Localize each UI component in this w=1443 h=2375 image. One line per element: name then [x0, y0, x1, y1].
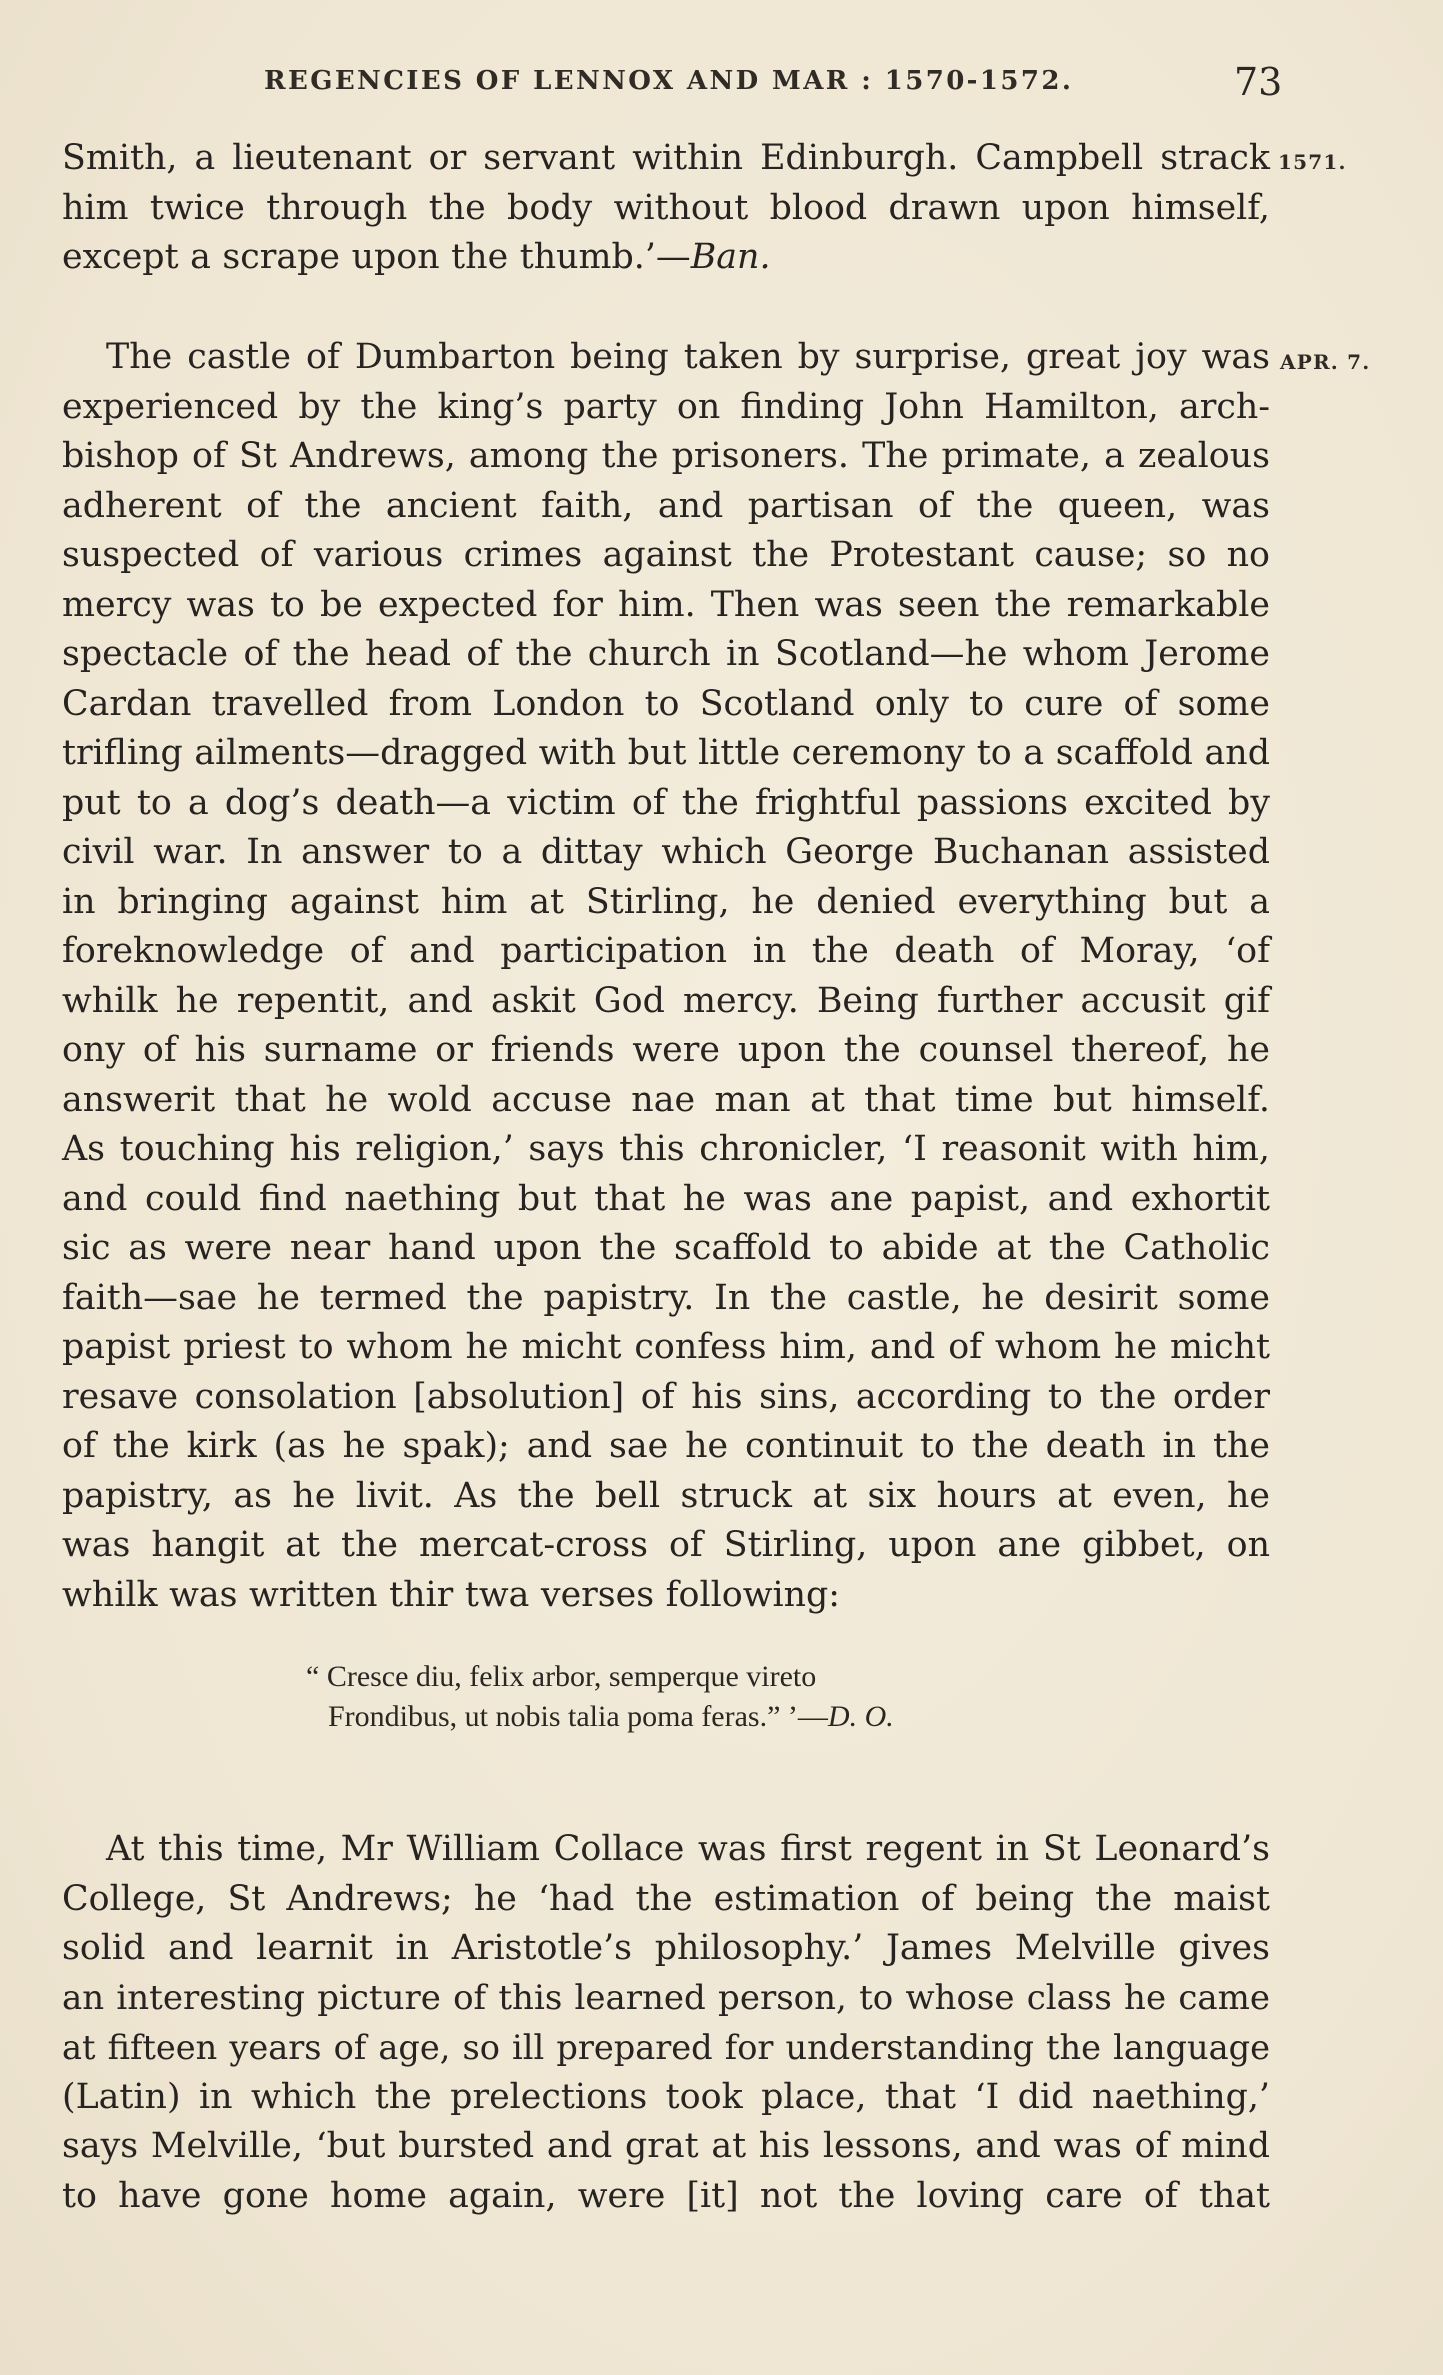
margin-note-year: 1571.	[1278, 150, 1347, 174]
source-citation: Ban.	[690, 237, 771, 277]
text-line: foreknowledge of and participation in the death of Moray, ‘of	[62, 931, 1270, 971]
text-line: him twice through the body without blood drawn upon himself,	[62, 187, 1270, 228]
running-header	[264, 60, 1283, 104]
text-line: papist priest to whom he micht confess him, and of whom he micht	[62, 1327, 1270, 1367]
text-line: and could find naething but that he was ane papist, and exhortit	[62, 1178, 1270, 1219]
text-line: spectacle of the head of the church in Scotland—he whom Jerome	[62, 634, 1270, 674]
text-line: papistry, as he livit. As the bell struck at six hours at even, he	[62, 1475, 1270, 1516]
text-line: College, St Andrews; he ‘had the estimation of being the maist	[62, 1878, 1270, 1919]
text-line: faith—sae he termed the papistry. In the castle, he desirit some	[62, 1277, 1270, 1318]
text-line: at fifteen years of age, so ill prepared for understanding the language	[62, 2028, 1270, 2067]
text-line: ony of his surname or friends were upon the counsel thereof, he	[62, 1030, 1270, 1070]
text-line: in bringing against him at Stirling, he denied everything but a	[62, 881, 1270, 922]
text-line: At this time, Mr William Collace was first regent in St Leonard’s	[106, 1829, 1270, 1869]
text-line: trifling ailments—dragged with but little ceremony to a scaffold and	[62, 733, 1270, 773]
text-line: whilk was written thir twa verses following:	[62, 1574, 841, 1615]
text-line: mercy was to be expected for him. Then was seen the remarkable	[62, 584, 1270, 625]
paragraph-dumbarton	[62, 333, 1270, 1620]
text-line: to have gone home again, were [it] not the loving care of that	[62, 2175, 1270, 2216]
text-line: solid and learnit in Aristotle’s philosophy.’ James Melville gives	[62, 1928, 1270, 1968]
latin-verse-quote	[306, 1657, 1106, 1737]
text-line: civil war. In answer to a dittay which George Buchanan assisted	[62, 832, 1270, 872]
text-line	[62, 233, 1270, 283]
text-line: experienced by the king’s party on finding John Hamilton, arch-	[62, 386, 1270, 427]
margin-note-date: APR. 7.	[1280, 350, 1371, 374]
text-line: says Melville, ‘but bursted and grat at his lessons, and was of mind	[62, 2126, 1270, 2166]
text-line: bishop of St Andrews, among the prisoners. The primate, a zealous	[62, 436, 1270, 476]
text-line: sic as were near hand upon the scaffold to abide at the Catholic	[62, 1228, 1270, 1268]
text-line: resave consolation [absolution] of his sins, according to the order	[62, 1376, 1270, 1417]
paragraph-continuation	[62, 134, 1270, 283]
text-line: an interesting picture of this learned person, to whose class he came	[62, 1977, 1270, 2018]
text-line: The castle of Dumbarton being taken by surprise, great joy was	[106, 337, 1270, 377]
running-title: REGENCIES OF LENNOX AND MAR : 1570-1572.	[264, 66, 1074, 96]
text-line: adherent of the ancient faith, and partisan of the queen, was	[62, 485, 1270, 526]
text-line: As touching his religion,’ says this chronicler, ‘I reasonit with him,	[62, 1129, 1270, 1169]
text-line: Smith, a lieutenant or servant within Edinburgh. Campbell strack	[62, 138, 1270, 178]
text-line: answerit that he wold accuse nae man at that time but himself.	[62, 1079, 1270, 1120]
text-line: of the kirk (as he spak); and sae he continuit to the death in the	[62, 1426, 1270, 1466]
paragraph-collace	[62, 1825, 1270, 2221]
page-number: 73	[1234, 60, 1283, 104]
quote-line-content: Frondibus, ut nobis talia poma feras.” ’—	[328, 1700, 828, 1733]
quote-line	[306, 1697, 1106, 1737]
quote-source: D. O.	[827, 1700, 894, 1733]
text-line: was hangit at the mercat-cross of Stirling, upon ane gibbet, on	[62, 1525, 1270, 1565]
text-line: put to a dog’s death—a victim of the frightful passions excited by	[62, 782, 1270, 823]
text-line: suspected of various crimes against the Protestant cause; so no	[62, 535, 1270, 575]
text-line-content: except a scrape upon the thumb.’—	[62, 237, 691, 277]
quote-line: “ Cresce diu, felix arbor, semperque vireto	[306, 1660, 817, 1693]
text-line: (Latin) in which the prelections took place, that ‘I did naething,’	[62, 2076, 1270, 2117]
text-line: Cardan travelled from London to Scotland only to cure of some	[62, 683, 1270, 724]
text-line: whilk he repentit, and askit God mercy. Being further accusit gif	[62, 980, 1270, 1021]
